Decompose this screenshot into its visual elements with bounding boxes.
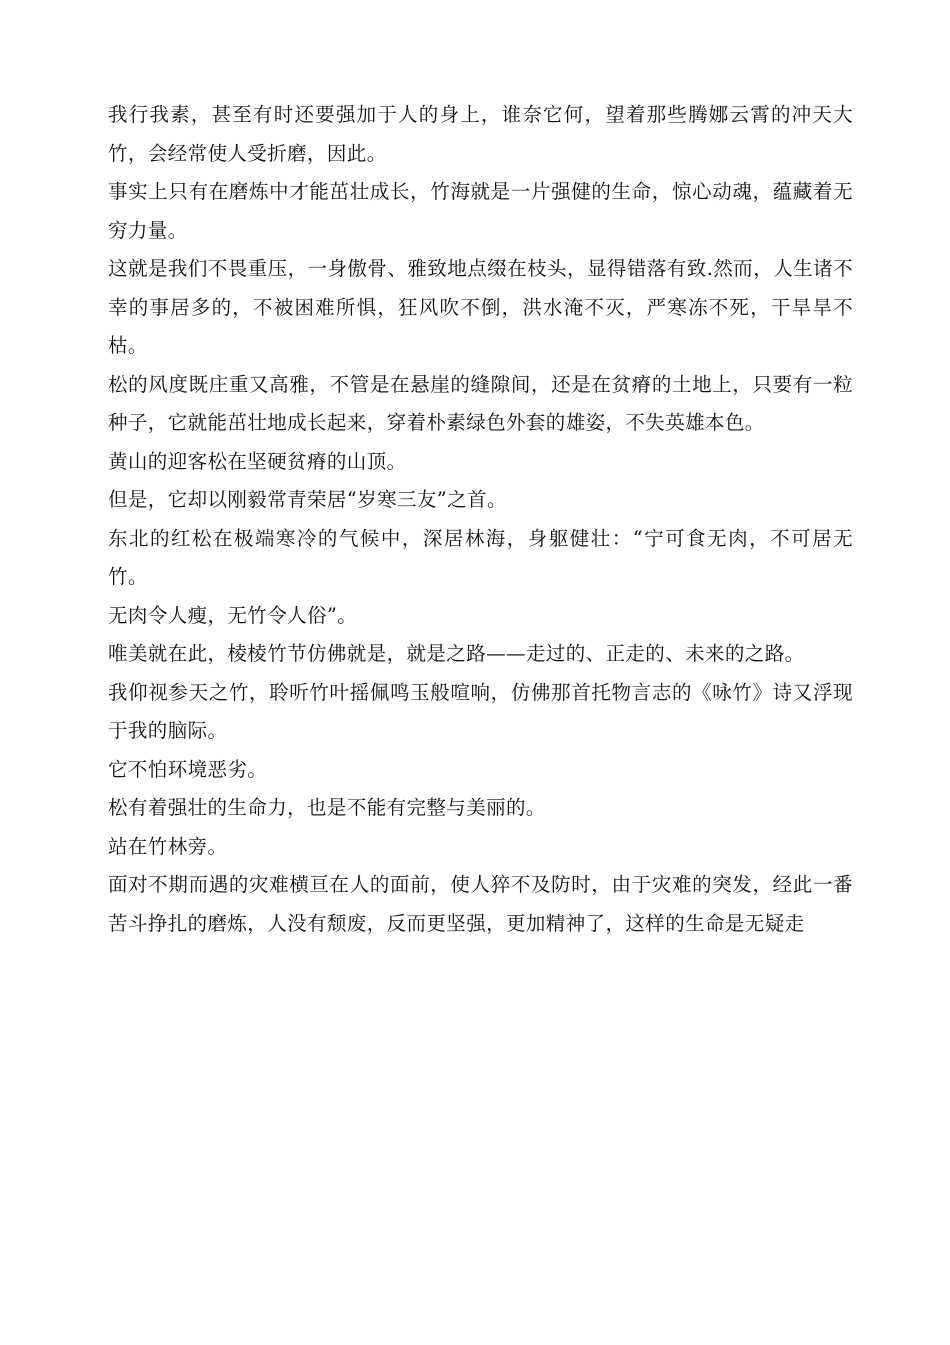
paragraph: 松的风度既庄重又高雅，不管是在悬崖的缝隙间，还是在贫瘠的土地上，只要有一粒种子，它就能茁壮地成长起来，穿着朴素绿色外套的雄姿，不失英雄本色。 <box>108 372 853 434</box>
paragraph: 它不怕环境恶劣。 <box>108 757 268 781</box>
paragraph: 我行我素，甚至有时还要强加于人的身上，谁奈它何，望着那些腾娜云霄的冲天大竹，会经常使人受折磨，因此。 <box>108 103 853 165</box>
paragraph: 黄山的迎客松在坚硬贫瘠的山顶。 <box>108 449 407 473</box>
paragraph: 唯美就在此，棱棱竹节仿佛就是，就是之路——走过的、正走的、未来的之路。 <box>108 642 805 665</box>
paragraph: 这就是我们不畏重压，一身傲骨、雅致地点缀在枝头，显得错落有致.然而，人生诸不幸的事居多的，不被困难所惧，狂风吹不倒，洪水淹不灭，严寒冻不死，干旱旱不枯。 <box>108 257 853 357</box>
paragraph: 东北的红松在极端寒冷的气候中，深居林海，身躯健壮：“宁可食无肉，不可居无竹。 <box>108 526 853 588</box>
paragraph: 无肉令人瘦，无竹令人俗”。 <box>108 603 358 627</box>
paragraph: 面对不期而遇的灾难横亘在人的面前，使人猝不及防时，由于灾难的突发，经此一番苦斗挣扎的磨炼，人没有颓废，反而更坚强，更加精神了，这样的生命是无疑走 <box>108 873 853 935</box>
document-body <box>108 96 853 943</box>
paragraph: 事实上只有在磨炼中才能茁壮成长，竹海就是一片强健的生命，惊心动魂，蕴藏着无穷力量。 <box>108 180 853 242</box>
paragraph: 松有着强壮的生命力，也是不能有完整与美丽的。 <box>108 796 546 819</box>
paragraph: 站在竹林旁。 <box>108 834 228 858</box>
paragraph: 我仰视参天之竹，聆听竹叶摇佩鸣玉般喧响，仿佛那首托物言志的《咏竹》诗又浮现于我的脑际。 <box>108 680 853 742</box>
paragraph: 但是，它却以刚毅常青荣居“岁寒三友”之首。 <box>108 488 507 511</box>
